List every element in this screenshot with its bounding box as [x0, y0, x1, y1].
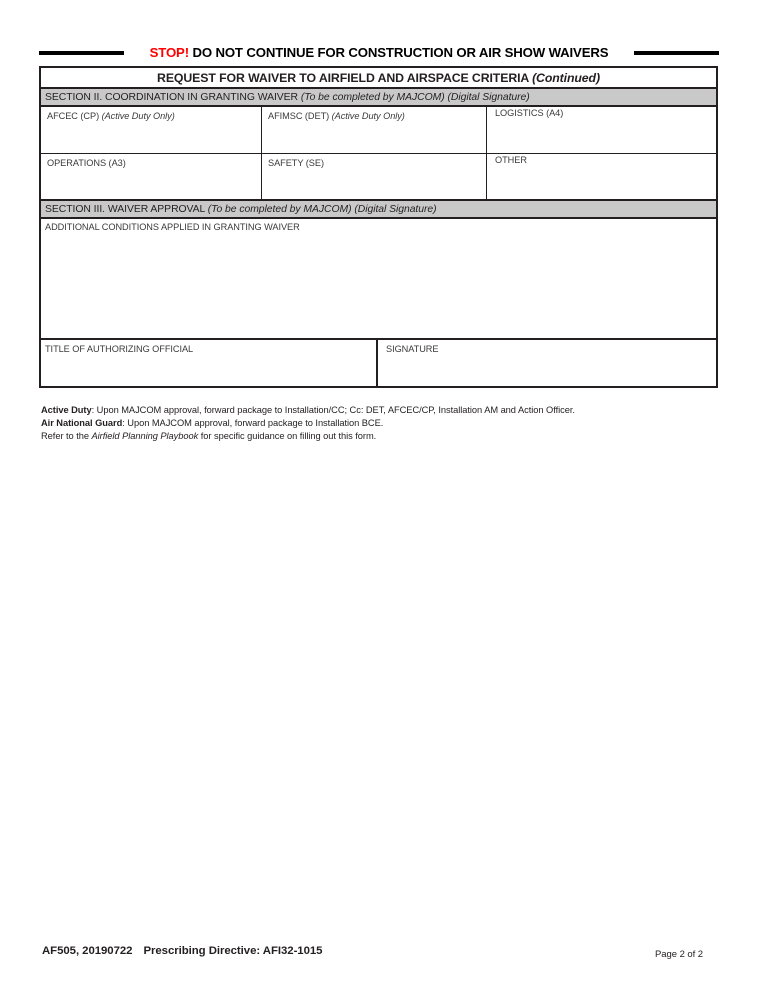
approval-signature-row — [41, 340, 716, 386]
section-3-header — [41, 201, 716, 219]
form-title-row — [41, 68, 716, 89]
footer-form-identifier — [42, 945, 322, 957]
stop-message: DO NOT CONTINUE FOR CONSTRUCTION OR AIR SHOW WAIVERS — [188, 45, 609, 61]
field-afcec-cp-note: (Active Duty Only) — [101, 111, 175, 121]
footnotes — [41, 404, 701, 444]
form-title: REQUEST FOR WAIVER TO AIRFIELD AND AIRSPACE CRITERIA — [157, 70, 533, 85]
form-title-continued: (Continued) — [532, 70, 600, 85]
footnote-playbook-reference — [41, 430, 701, 443]
field-safety-se-label: SAFETY (SE) — [268, 158, 324, 168]
section-2-heading: SECTION II. COORDINATION IN GRANTING WAIVER — [45, 91, 301, 103]
stop-banner-text — [131, 46, 627, 59]
section-3-heading-note: (To be completed by MAJCOM) (Digital Signature) — [207, 203, 437, 215]
field-logistics-a4[interactable] — [487, 107, 716, 153]
coordination-grid — [41, 107, 716, 201]
footer-prescribing-directive: Prescribing Directive: AFI32-1015 — [143, 945, 323, 957]
banner-rule-left — [39, 51, 124, 55]
field-signature[interactable] — [378, 340, 716, 386]
section-3-heading: SECTION III. WAIVER APPROVAL — [45, 203, 208, 215]
field-afcec-cp[interactable] — [41, 107, 262, 153]
footnote-active-duty-bold: Active Duty — [41, 405, 92, 415]
field-title-authorizing-official-label: TITLE OF AUTHORIZING OFFICIAL — [45, 344, 194, 354]
coordination-row-2 — [41, 154, 716, 201]
footnote-air-national-guard-text: : Upon MAJCOM approval, forward package to Installation BCE. — [122, 418, 384, 429]
field-additional-conditions-label: ADDITIONAL CONDITIONS APPLIED IN GRANTING WAIVER — [45, 222, 300, 232]
waiver-form-table — [39, 66, 718, 388]
field-afimsc-det[interactable] — [262, 107, 487, 153]
footnote-air-national-guard — [41, 417, 701, 430]
field-logistics-a4-label: LOGISTICS (A4) — [495, 108, 564, 118]
footnote-playbook-suffix: for specific guidance on filling out this form. — [198, 431, 377, 442]
footer-form-id: AF505, 20190722 — [42, 945, 133, 957]
footnote-air-national-guard-bold: Air National Guard — [41, 418, 123, 429]
banner-rule-right — [634, 51, 719, 55]
footnote-active-duty — [41, 404, 701, 417]
field-afcec-cp-label: AFCEC (CP) — [47, 111, 102, 121]
stop-banner — [39, 43, 719, 63]
field-title-authorizing-official[interactable] — [41, 340, 378, 386]
footer-page-number: Page 2 of 2 — [655, 949, 704, 960]
field-afimsc-det-label: AFIMSC (DET) — [268, 111, 332, 121]
footnote-active-duty-text: : Upon MAJCOM approval, forward package to Installation/CC; Cc: DET, AFCEC/CP, Installation AM and Action Officer. — [91, 405, 575, 415]
field-operations-a3-label: OPERATIONS (A3) — [47, 158, 126, 168]
field-signature-label: SIGNATURE — [386, 344, 439, 354]
section-2-header — [41, 89, 716, 107]
field-other[interactable] — [487, 154, 716, 199]
coordination-row-1 — [41, 107, 716, 154]
footnote-playbook-title: Airfield Planning Playbook — [91, 431, 199, 442]
field-additional-conditions[interactable] — [41, 219, 716, 340]
stop-word: STOP! — [149, 45, 189, 61]
field-other-label: OTHER — [495, 155, 527, 165]
field-afimsc-det-note: (Active Duty Only) — [331, 111, 405, 121]
field-safety-se[interactable] — [262, 154, 487, 199]
footnote-playbook-prefix: Refer to the — [41, 431, 92, 442]
section-2-heading-note: (To be completed by MAJCOM) (Digital Signature) — [300, 91, 530, 103]
field-operations-a3[interactable] — [41, 154, 262, 199]
